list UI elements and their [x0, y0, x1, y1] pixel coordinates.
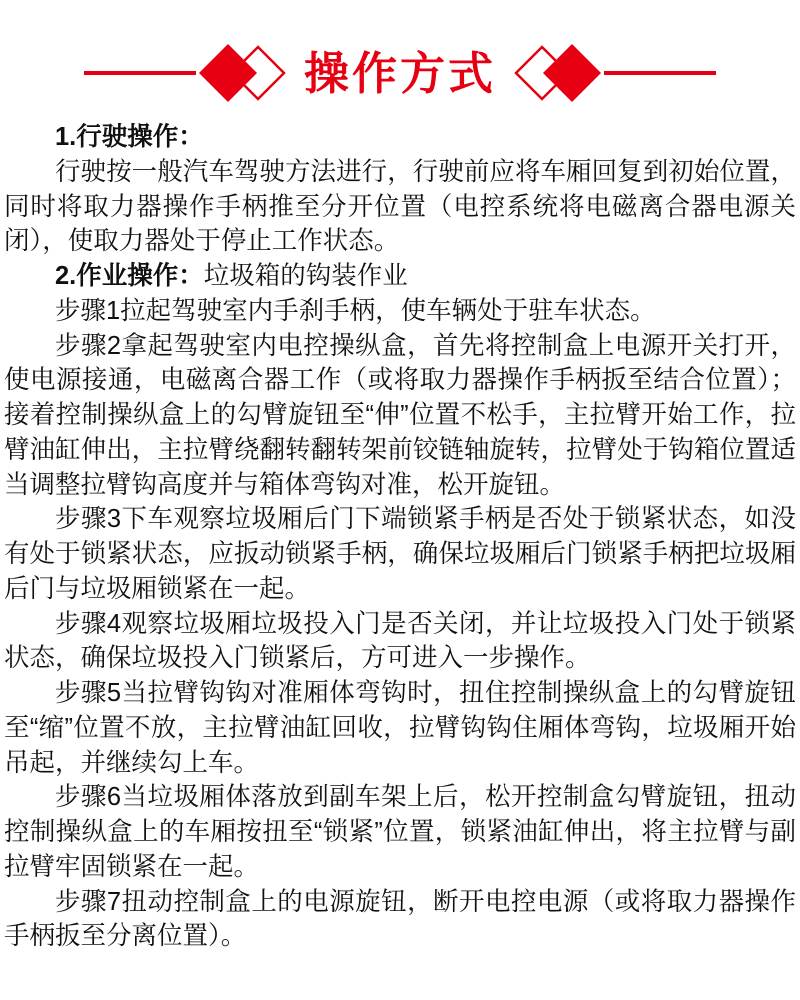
step-paragraph-6: 步骤6当垃圾厢体落放到副车架上后，松开控制盒勾臂旋钮，扭动控制操纵盒上的车厢按扭至“锁紧”位置，锁紧油缸伸出，将主拉臂与副拉臂牢固锁紧在一起。 — [4, 783, 796, 881]
section2-heading — [4, 259, 796, 294]
step-paragraph-3: 步骤3下车观察垃圾厢后门下端锁紧手柄是否处于锁紧状态，如没有处于锁紧状态，应扳动锁紧手柄，确保垃圾厢后门锁紧手柄把垃圾厢后门与垃圾厢锁紧在一起。 — [4, 505, 796, 603]
step-paragraph-4: 步骤4观察垃圾厢垃圾投入门是否关闭，并让垃圾投入门处于锁紧状态，确保垃圾投入门锁紧后，方可进入一步操作。 — [4, 609, 796, 673]
section2-heading-text: 2.作业操作： — [55, 262, 204, 290]
right-rule-line — [604, 71, 716, 75]
section1-heading-text: 1.行驶操作： — [55, 123, 204, 151]
step-paragraph-7: 步骤7扭动控制盒上的电源旋钮，断开电控电源（或将取力器操作手柄扳至分离位置）。 — [4, 887, 796, 951]
left-rule-line — [84, 71, 196, 75]
section1-heading — [4, 120, 796, 155]
section-title-banner — [0, 34, 800, 112]
page-title: 操作方式 — [303, 47, 496, 99]
document-body — [0, 120, 800, 954]
step-paragraph-2: 步骤2拿起驾驶室内电控操纵盒，首先将控制盒上电源开关打开，使电源接通，电磁离合器工作（或将取力器操作手柄扳至结合位置）；接着控制操纵盒上的勾臂旋钮至“伸”位置不松手，主拉臂开始工作，拉臂油缸伸出，主拉臂绕翻转翻转架前铰链轴旋转，拉臂处于钩箱位置适当调整拉臂钩高度并与箱体弯钩对准，松开旋钮。 — [4, 331, 796, 499]
section1-paragraph: 行驶按一般汽车驾驶方法进行，行驶前应将车厢回复到初始位置，同时将取力器操作手柄推至分开位置（电控系统将电磁离合器电源关闭），使取力器处于停止工作状态。 — [4, 157, 796, 256]
right-diamond-ornament — [508, 35, 604, 111]
step-paragraph-5: 步骤5当拉臂钩钩对准厢体弯钩时，扭住控制操纵盒上的勾臂旋钮至“缩”位置不放，主拉臂油缸回收，拉臂钩钩住厢体弯钩，垃圾厢开始吊起，并继续勾上车。 — [4, 679, 796, 777]
left-diamond-ornament — [196, 35, 292, 111]
section2-subtitle: 垃圾箱的钩装作业 — [203, 262, 408, 290]
step-paragraph-1: 步骤1拉起驾驶室内手刹手柄，使车辆处于驻车状态。 — [55, 296, 656, 325]
